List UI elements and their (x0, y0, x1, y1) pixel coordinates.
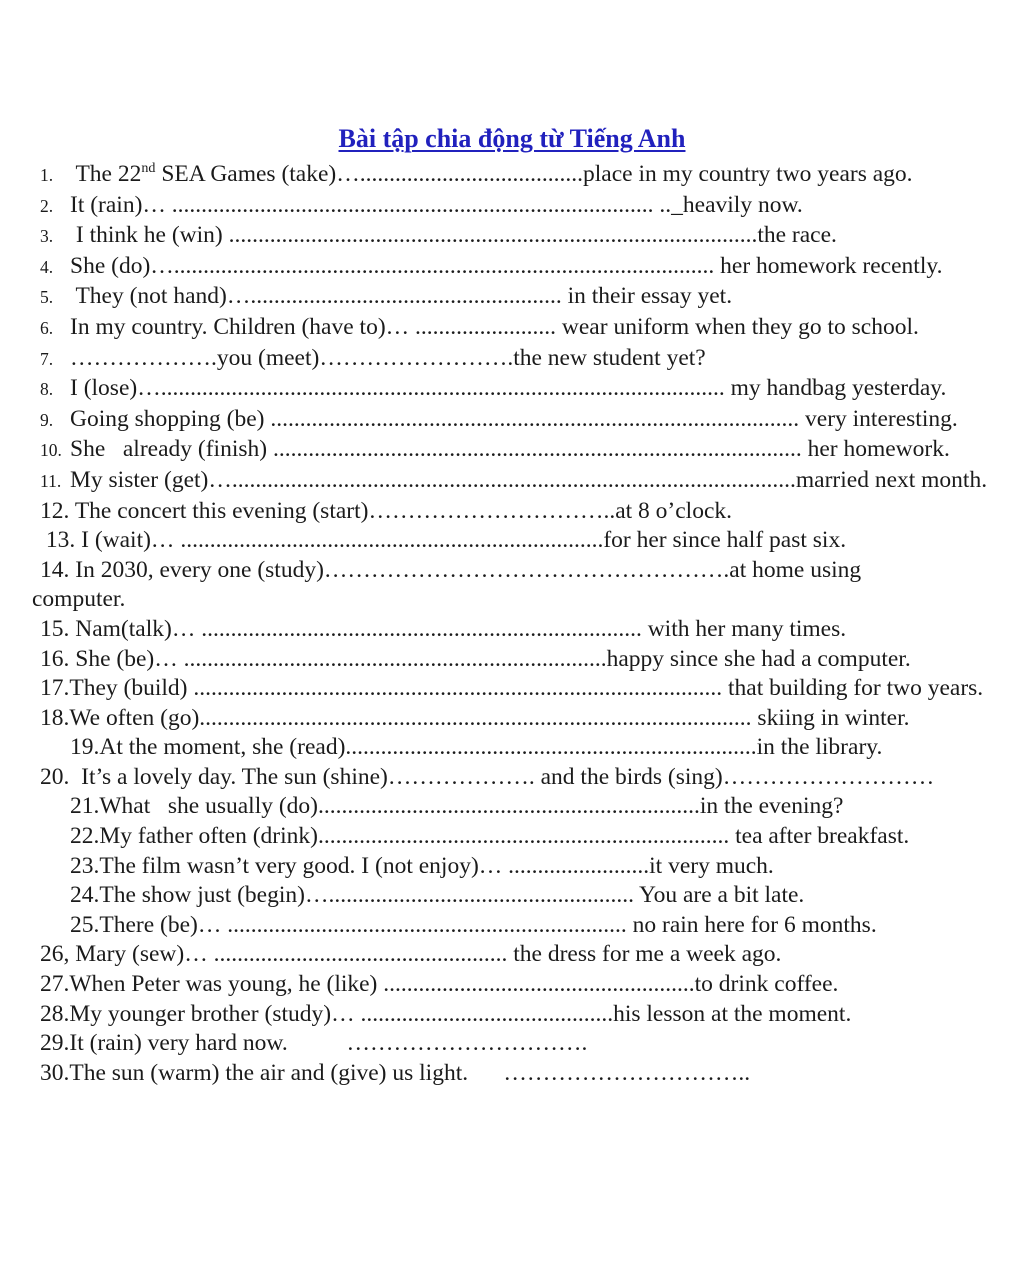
line-number: 9. (40, 409, 54, 430)
exercise-line (0, 374, 1024, 405)
exercise-line (0, 556, 1024, 586)
line-text: 12. The concert this evening (start)…………………………..at 8 o’clock. (40, 497, 733, 524)
line-text: My sister (get)…................................................................................................married next month. (70, 466, 988, 493)
line-text: 28.My younger brother (study)… ...........................................his lesson at the moment. (40, 1000, 852, 1027)
line-text: 18.We often (go).............................................................................................. skiing in winter. (40, 704, 910, 731)
line-number: 1. (40, 165, 54, 185)
exercise-line (0, 313, 1024, 344)
line-number: 5. (40, 287, 54, 308)
line-text: 20. It’s a lovely day. The sun (shine)………………. and the birds (sing)……………………… (40, 763, 935, 790)
exercise-line (0, 497, 1024, 527)
line-number: 11. (40, 470, 62, 491)
line-text: 25.There (be)… .................................................................... no rain here for 6 months. (70, 911, 877, 938)
line-number: 8. (40, 379, 54, 400)
exercise-line (0, 466, 1024, 497)
line-text: 29.It (rain) very hard now. …………………………. (40, 1030, 588, 1057)
exercise-line (0, 615, 1024, 645)
line-text: 17.They (build) .......................................................................................... that building for two years. (40, 675, 984, 702)
line-text: The 22nd SEA Games (take)…......................................place in my country two years ago. (70, 160, 913, 187)
exercise-line (0, 585, 1024, 615)
exercise-line (0, 674, 1024, 704)
line-text: I (lose)…................................................................................................ my handbag yesterday. (70, 375, 947, 402)
line-number: 2. (40, 195, 54, 216)
exercise-line (0, 822, 1024, 852)
line-text: 22.My father often (drink)...................................................................... tea after breakfast. (70, 823, 910, 850)
exercise-line (0, 221, 1024, 252)
ordinal-superscript: nd (141, 160, 156, 177)
line-text: 13. I (wait)… ........................................................................for her since half past six. (40, 527, 847, 554)
exercise-line (0, 1059, 1024, 1089)
line-text: 23.The film wasn’t very good. I (not enjoy)… ........................it very much. (70, 852, 774, 879)
exercise-line (0, 792, 1024, 822)
exercise-line (0, 970, 1024, 1000)
exercise-line (0, 704, 1024, 734)
exercise-line (0, 852, 1024, 882)
exercise-line (0, 435, 1024, 466)
exercise-line (0, 733, 1024, 763)
line-text: 16. She (be)… ........................................................................happy since she had a computer. (40, 645, 911, 672)
exercise-line (0, 881, 1024, 911)
exercise-line (0, 763, 1024, 793)
line-text: It (rain)… .................................................................................. .._heavily now. (70, 191, 803, 218)
exercise-line (0, 405, 1024, 436)
line-text: She (do)…............................................................................................ her homework recently. (70, 252, 943, 279)
line-text: 26, Mary (sew)… .................................................. the dress for me a week ago. (40, 941, 782, 968)
line-text: I think he (win) ..........................................................................................the race. (70, 222, 837, 249)
line-number: 10. (40, 440, 62, 461)
line-text: 21.What she usually (do).................................................................in the evening? (70, 793, 844, 820)
line-number: 3. (40, 226, 54, 247)
exercise-line (0, 160, 1024, 191)
line-text: In my country. Children (have to)… ........................ wear uniform when they go to school. (70, 313, 919, 340)
line-text: 24.The show just (begin)….................................................... You are a bit late. (70, 882, 805, 909)
line-text: 30.The sun (warm) the air and (give) us light. ………………………….. (40, 1059, 751, 1086)
exercise-list (0, 160, 1024, 1088)
exercise-line (0, 344, 1024, 375)
exercise-line (0, 940, 1024, 970)
page-title: Bài tập chia động từ Tiếng Anh (338, 124, 686, 153)
exercise-line (0, 1029, 1024, 1059)
exercise-line (0, 911, 1024, 941)
line-text: Going shopping (be) .......................................................................................... very interesting. (70, 405, 958, 432)
line-text: computer. (32, 586, 126, 613)
line-text: 14. In 2030, every one (study)…………………………………………….at home using (40, 556, 862, 583)
exercise-line (0, 282, 1024, 313)
line-text: 19.At the moment, she (read)......................................................................in the library. (70, 734, 883, 761)
exercise-line (0, 526, 1024, 556)
line-text: 15. Nam(talk)… ........................................................................... with her many times. (40, 615, 847, 642)
line-text: 27.When Peter was young, he (like) .....................................................to drink coffee. (40, 971, 839, 998)
line-text: ……………….you (meet)…………………….the new student yet? (70, 344, 706, 371)
line-number: 6. (40, 317, 54, 338)
exercise-line (0, 645, 1024, 675)
line-text: They (not hand)…..................................................... in their essay yet. (70, 283, 733, 310)
exercise-line (0, 252, 1024, 283)
line-number: 4. (40, 256, 54, 277)
line-text: She already (finish) .......................................................................................... her homework. (70, 436, 950, 463)
line-number: 7. (40, 348, 54, 369)
exercise-line (0, 191, 1024, 222)
exercise-line (0, 1000, 1024, 1030)
